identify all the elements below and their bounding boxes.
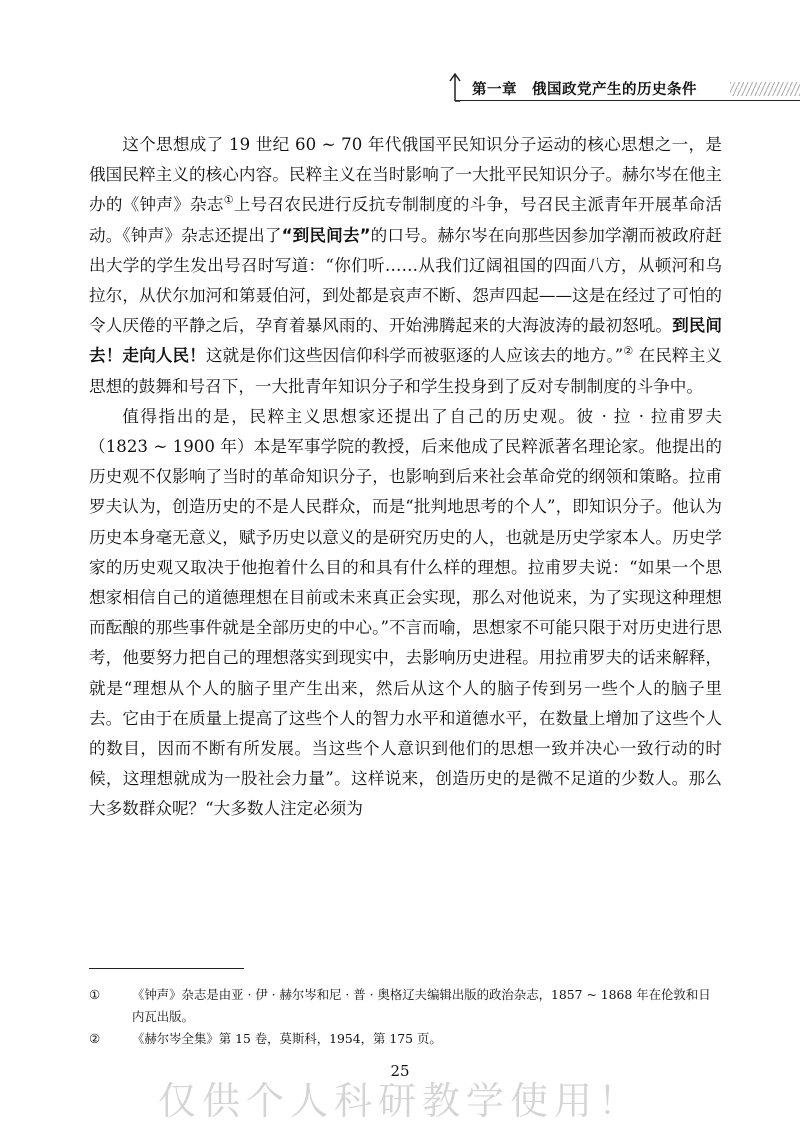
p1-part-b: 上号召农民进行反抗专制制度的斗争，号召民主派青年开展革命活动。《钟声》杂志还提出了 [89, 195, 722, 245]
footnote-text: 《钟声》杂志是由亚 · 伊 · 赫尔岑和尼 · 普 · 奥格辽夫编辑出版的政治杂志，1857 ~ 1868 年在伦敦和日内瓦出版。 [132, 987, 711, 1024]
arrow-up-icon [448, 72, 462, 102]
p1-part-a: 这个思想成了 19 世纪 60 ~ 70 年代俄国平民知识分子运动的核心思想之一，是俄国民粹主义的核心内容。民粹主义在当时影响了一大批平民知识分子。赫尔岑在他主办的《钟声》杂志 [89, 135, 722, 215]
footnote-ref-2: ② [623, 344, 634, 358]
p1-part-d: 这就是你们这些因信仰科学而被驱逐的人应该去的地方。” [205, 346, 624, 366]
footnote-mark: ① [89, 987, 101, 1002]
bold-exclamation: 到民间去！走向人民！ [89, 316, 723, 366]
footnote-rule [89, 968, 244, 969]
footnote-ref-1: ① [223, 193, 234, 207]
footnote-1 [89, 984, 722, 1028]
header-rule [456, 100, 800, 101]
slogan-to-the-people: “到民间去” [281, 225, 371, 245]
main-text [89, 130, 722, 825]
page-number: 25 [390, 1062, 410, 1080]
paragraph-2: 值得指出的是，民粹主义思想家还提出了自己的历史观。彼 · 拉 · 拉甫罗夫（1823 ~ 1900 年）本是军事学院的教授，后来他成了民粹派著名理论家。他提出的历史观不仅影响了当时的革命知识分子，也影响到后来社会革命党的纲领和策略。拉甫罗夫认为，创造历史的不是人民群众，而是“批判地思考的个人”，即知识分子。他认为历史本身毫无意义，赋予历史以意义的是研究历史的人，也就是历史学家本人。历史学家的历史观又取决于他抱着什么目的和具有什么样的理想。拉甫罗夫说：“如果一个思想家相信自己的道德理想在目前或未来真正会实现，那么对他说来，为了实现这种理想而酝酿的那些事件就是全部历史的中心。”不言而喻，思想家不可能只限于对历史进行思考，他要努力把自己的理想落实到现实中，去影响历史进程。用拉甫罗夫的话来解释，就是“理想从个人的脑子里产生出来，然后从这个人的脑子传到另一些个人的脑子里去。它由于在质量上提高了这些个人的智力水平和道德水平，在数量上增加了这些个人的数目，因而不断有所发展。当这些个人意识到他们的思想一致并决心一致行动的时候，这理想就成为一股社会力量”。这样说来，创造历史的是微不足道的少数人。那么大多数群众呢？“大多数人注定必须为 [89, 406, 722, 819]
paragraph-1 [89, 130, 722, 402]
watermark-text: 仅供个人科研教学使用！ [157, 1079, 642, 1123]
footnote-2 [89, 1028, 722, 1050]
footnote-text: 《赫尔岑全集》第 15 卷，莫斯科，1954，第 175 页。 [132, 1031, 442, 1046]
running-header [448, 72, 800, 108]
footnotes [89, 984, 722, 1050]
p1-part-e: 在民粹主义思想的鼓舞和号召下，一大批青年知识分子和学生投身到了反对专制制度的斗争中。 [89, 346, 722, 396]
chapter-title: 第一章 俄国政党产生的历史条件 [472, 82, 697, 98]
header-hatch-decoration [730, 82, 800, 96]
footnote-mark: ② [89, 1031, 101, 1046]
p1-part-c: 的口号。赫尔岑在向那些因参加学潮而被政府赶出大学的学生发出号召时写道：“你们听……从我们辽阔祖国的四面八方，从顿河和乌拉尔，从伏尔加河和第聂伯河，到处都是哀声不断、怨声四起——这是在经过了可怕的令人厌倦的平静之后，孕育着暴风雨的、开始沸腾起来的大海波涛的最初怒吼。 [89, 225, 723, 336]
